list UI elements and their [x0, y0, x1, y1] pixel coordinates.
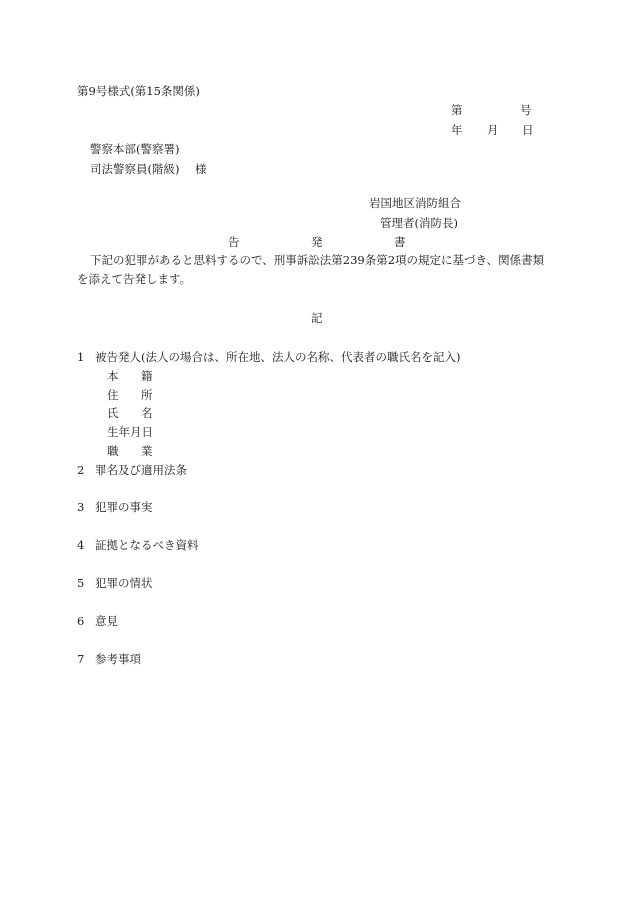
- sender-organization: 岩国地区消防組合: [369, 196, 461, 210]
- document-number-prefix: 第: [451, 103, 463, 117]
- section-number: 4: [77, 538, 85, 552]
- subfield-label-second: 名: [141, 406, 153, 420]
- subfield-label-first: 住: [107, 388, 119, 402]
- subfield-label-second: 所: [141, 388, 153, 402]
- section-title: 参考事項: [95, 652, 141, 666]
- section-title: 犯罪の情状: [95, 576, 153, 590]
- section-title: 犯罪の事実: [95, 500, 153, 514]
- addressee-honorific: 様: [195, 162, 207, 176]
- section-title: 被告発人(法人の場合は、所在地、法人の名称、代表者の職氏名を記入): [95, 350, 461, 364]
- form-title: 第9号様式(第15条関係): [77, 84, 200, 98]
- subfield-label-first: 本: [107, 369, 119, 383]
- section-title: 意見: [95, 614, 118, 628]
- section-number: 5: [77, 576, 85, 590]
- section-number: 2: [77, 463, 85, 477]
- date-month: 月: [487, 123, 499, 137]
- addressee-office: 警察本部(警察署): [90, 142, 180, 156]
- addressee-officer: 司法警察員(階級): [90, 162, 180, 176]
- heading-char-2: 発: [311, 235, 323, 249]
- date-day: 日: [522, 123, 534, 137]
- heading-char-3: 書: [394, 235, 406, 249]
- section-number: 7: [77, 652, 85, 666]
- section-number: 3: [77, 500, 85, 514]
- body-text-line-1: 下記の犯罪があると思料するので、刑事訴訟法第239条第2項の規定に基づき、関係書類: [90, 253, 545, 267]
- section-title: 証拠となるべき資料: [95, 538, 199, 552]
- body-text-line-2: を添えて告発します。: [77, 272, 192, 286]
- section-number: 1: [77, 350, 85, 364]
- heading-char-1: 告: [228, 235, 240, 249]
- subfield-label-first: 職: [107, 444, 119, 458]
- subfield-label-second: 籍: [141, 369, 153, 383]
- section-title: 罪名及び適用法条: [95, 463, 187, 477]
- date-year: 年: [451, 123, 463, 137]
- record-mark: 記: [311, 311, 323, 325]
- section-number: 6: [77, 614, 85, 628]
- subfield-label-second: 業: [141, 444, 153, 458]
- subfield-label-birthdate: 生年月日: [107, 425, 153, 439]
- sender-title: 管理者(消防長): [380, 216, 458, 230]
- document-number-suffix: 号: [520, 103, 532, 117]
- subfield-label-first: 氏: [107, 406, 119, 420]
